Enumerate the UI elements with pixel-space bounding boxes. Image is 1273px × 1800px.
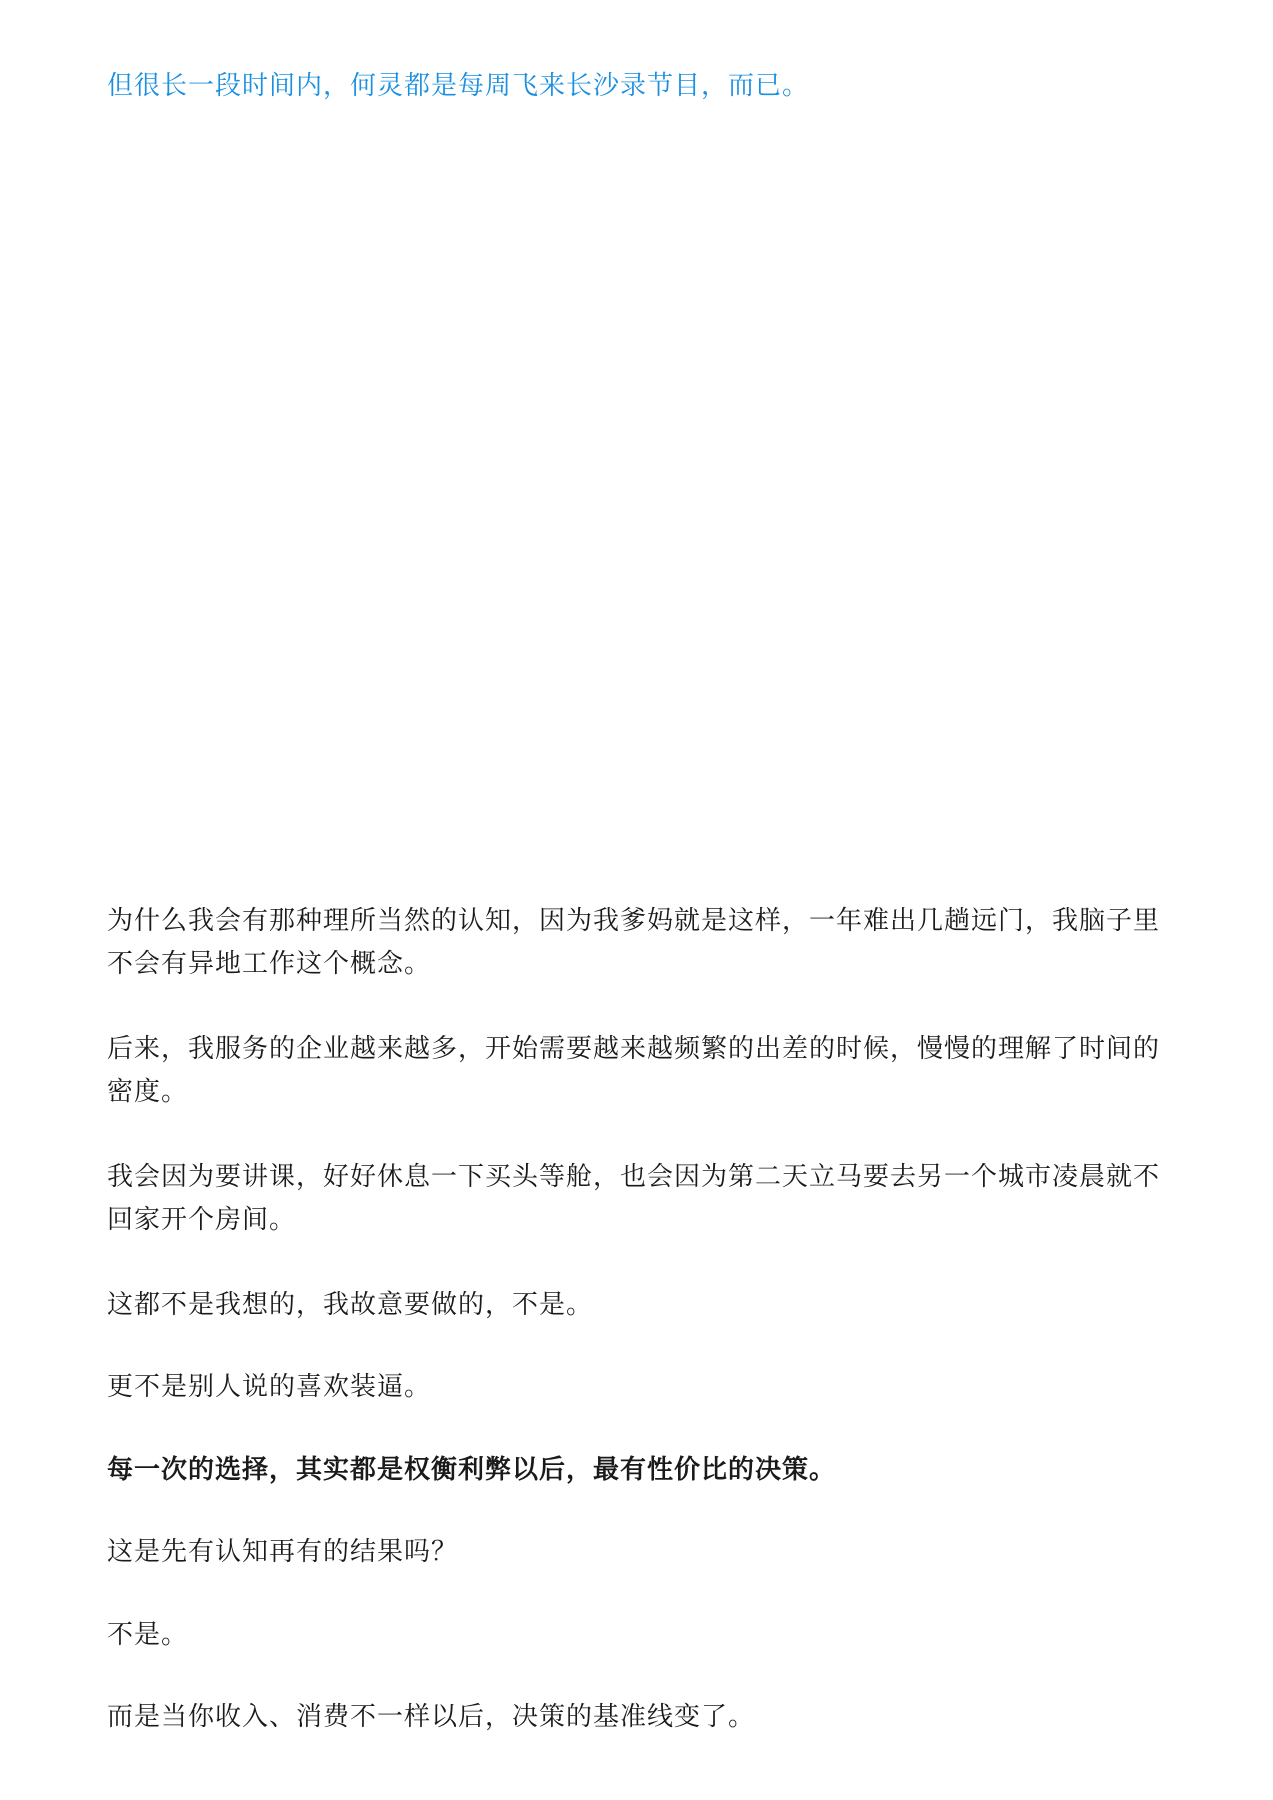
paragraph: 这都不是我想的，我故意要做的，不是。 <box>107 1290 594 1320</box>
image-placeholder-area <box>107 130 1177 870</box>
paragraph: 后来，我服务的企业越来越多，开始需要越来越频繁的出差的时候，慢慢的理解了时间的密度。 <box>107 1034 1161 1107</box>
paragraph-bold: 每一次的选择，其实都是权衡利弊以后，最有性价比的决策。 <box>107 1455 837 1485</box>
paragraph: 这是先有认知再有的结果吗？ <box>107 1537 459 1567</box>
paragraph: 更不是别人说的喜欢装逼。 <box>107 1372 432 1402</box>
paragraph: 我会因为要讲课，好好休息一下买头等舱，也会因为第二天立马要去另一个城市凌晨就不回家开个房间。 <box>107 1162 1161 1235</box>
paragraph-highlight: 但很长一段时间内，何灵都是每周飞来长沙录节目，而已。 <box>107 71 810 101</box>
paragraph: 而是当你收入、消费不一样以后，决策的基准线变了。 <box>107 1702 756 1732</box>
paragraph: 不是。 <box>107 1620 189 1650</box>
paragraph: 为什么我会有那种理所当然的认知，因为我爹妈就是这样，一年难出几趟远门，我脑子里不会有异地工作这个概念。 <box>107 906 1161 979</box>
